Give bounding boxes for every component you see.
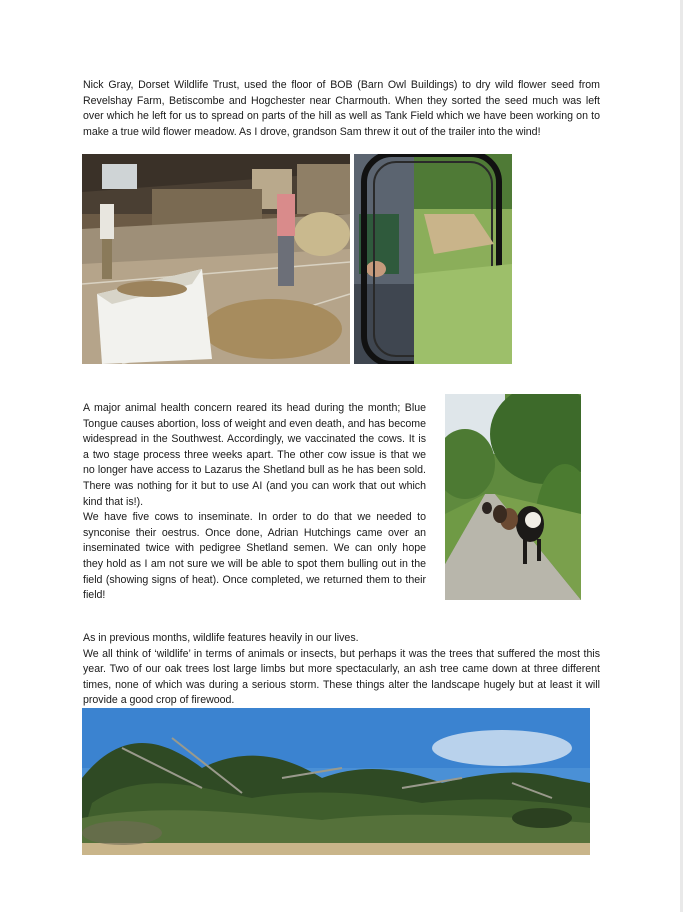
paragraph-4-text: As in previous months, wildlife features heavily in our lives.: [83, 632, 359, 644]
paragraph-blue-tongue: [83, 401, 426, 604]
paragraph-5-text: We all think of ‘wildlife’ in terms of animals or insects, but perhaps it was the trees that suffered the most this year. Two of our oak trees lost large limbs but more spectacularly, an ash tree came down at three different times, none of which was during a serious storm. These things alter the landscape hugely but at least it will provide a good crop of firewood.: [83, 647, 600, 707]
barn-seed-drying-photo: [82, 154, 350, 364]
paragraph-1-text: Nick Gray, Dorset Wildlife Trust, used the floor of BOB (Barn Owl Buildings) to dry wild flower seed from Revelshay Farm, Betiscombe and Hogchester near Charmouth. When they sorted the seed much was left over which he left for us to spread on parts of the hill as well as Tank Field which we have been working on to make a true wild flower meadow. As I drove, grandson Sam threw it out of the trailer into the wind!: [83, 79, 600, 138]
cows-on-lane-photo: [445, 394, 581, 600]
paragraph-2-text: A major animal health concern reared its head during the month; Blue Tongue causes abortion, loss of weight and even death, and has become widespread in the Southwest. Accordingly, we vaccinated the cows. It is a two stage process three weeks apart. The other cow issue is that we no longer have access to Lazarus the Shetland bull as he has been sold. There was nothing for it but to use AI (and you can work that out which kind that is!).: [83, 402, 426, 508]
paragraph-3-text: We have five cows to inseminate. In order to do that we needed to synconise their oestrus. Once done, Adrian Hutchings came over an inseminated twice with pedigree Shetland semen. We can only hope they hold as I am not sure we will be able to spot them bulling out in the field (showing signs of heat). Once completed, we returned them to their field!: [83, 511, 426, 602]
paragraph-seed-drying: [83, 78, 600, 140]
fallen-trees-photo: [82, 708, 590, 855]
paragraph-wildlife: [83, 631, 600, 709]
trailer-mirror-photo: [354, 154, 512, 364]
